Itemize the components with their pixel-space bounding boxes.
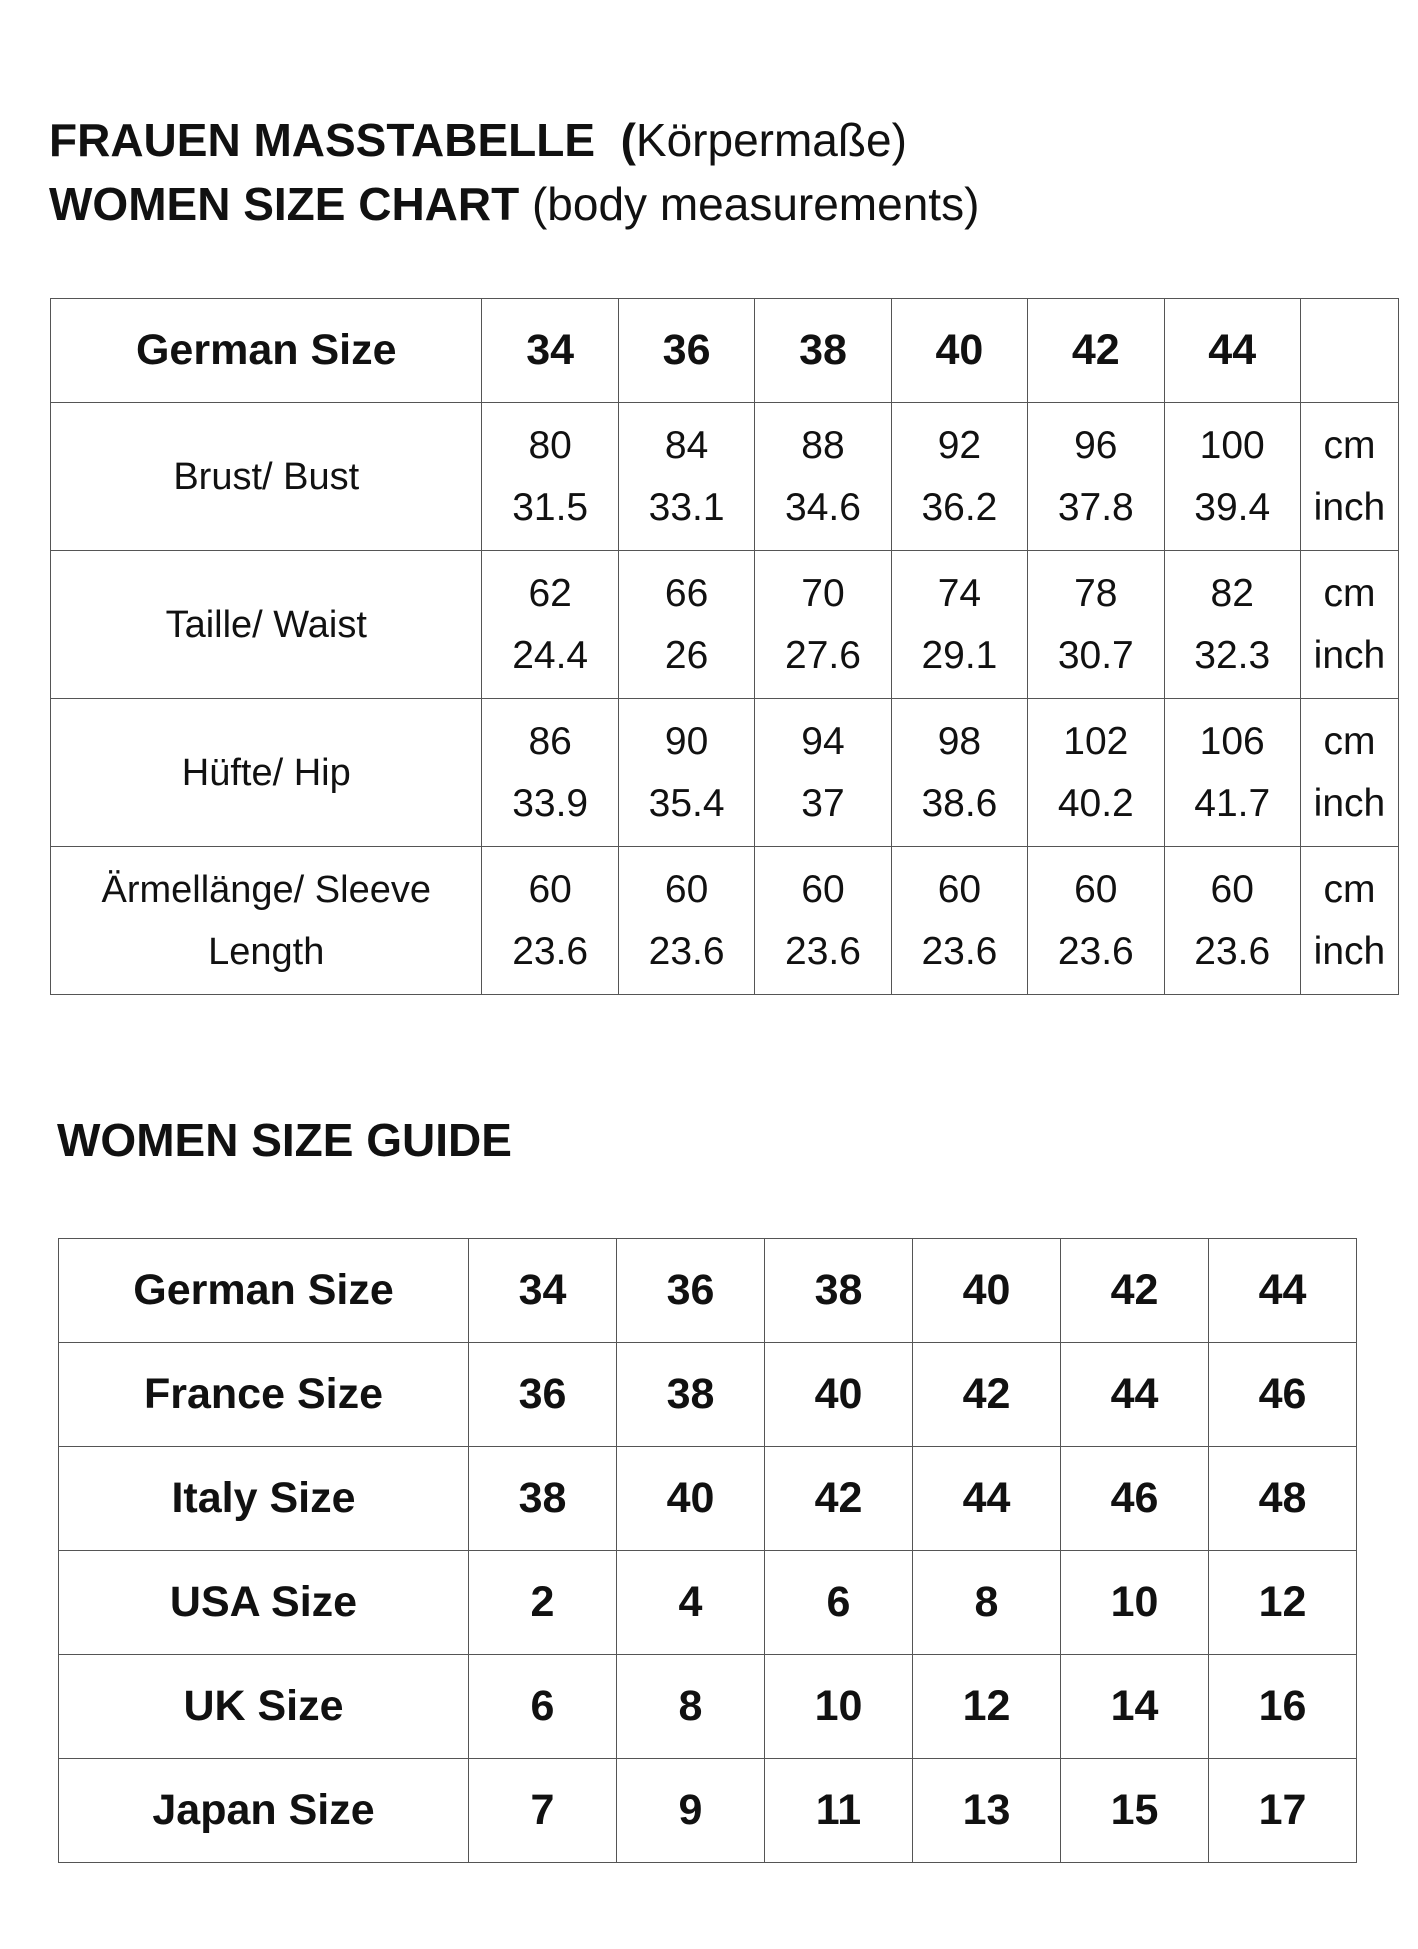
measure-cell-cm: 62 (528, 571, 572, 615)
measure-cell-cm: 60 (937, 867, 982, 911)
guide-cell: 44 (1209, 1239, 1357, 1343)
measure-cell (1028, 699, 1164, 847)
guide-cell: 16 (1209, 1655, 1357, 1759)
measure-cell-inch: 40.2 (1057, 781, 1134, 825)
measure-cell-cm: 106 (1199, 719, 1265, 763)
measure-cell-inch: 24.4 (512, 633, 589, 677)
measure-row (51, 403, 1399, 551)
measure-unit-label: cm (1323, 571, 1376, 615)
measure-cell-cm: 60 (1210, 867, 1254, 911)
measure-cell-inch: 33.9 (512, 781, 589, 825)
measure-cell (755, 551, 891, 699)
title-german-paren: ( (620, 114, 636, 166)
measure-cell-inch: 38.6 (921, 781, 998, 825)
guide-cell: 10 (1061, 1551, 1209, 1655)
guide-cell: 36 (617, 1239, 765, 1343)
measure-unit-cell (1300, 847, 1398, 995)
guide-cell: 36 (469, 1343, 617, 1447)
measure-row-label (51, 847, 482, 995)
measure-cell-inch: 23.6 (785, 929, 861, 973)
measure-cell-cm: 70 (801, 571, 845, 615)
measure-cell-inch: 23.6 (1057, 929, 1134, 973)
measure-row-label-line: Length (208, 930, 325, 973)
measure-cell-cm: 78 (1074, 571, 1118, 615)
measure-cell (755, 847, 891, 995)
measure-cell-cm: 102 (1063, 719, 1129, 763)
guide-cell: 40 (617, 1447, 765, 1551)
guide-cell: 34 (469, 1239, 617, 1343)
title-german (49, 112, 907, 168)
guide-cell: 42 (1061, 1239, 1209, 1343)
measure-cell-inch: 31.5 (512, 485, 589, 529)
measure-cell-inch: 23.6 (512, 929, 589, 973)
measure-size-38: 38 (755, 299, 891, 403)
measure-cell-inch: 37.8 (1057, 485, 1134, 529)
measure-cell-inch: 39.4 (1194, 485, 1271, 529)
guide-cell: 2 (469, 1551, 617, 1655)
measure-cell-cm: 86 (528, 719, 572, 763)
measure-cell-cm: 90 (664, 719, 709, 763)
measure-cell-cm: 66 (664, 571, 709, 615)
measure-cell-inch: 27.6 (785, 633, 861, 677)
measure-cell (482, 699, 618, 847)
measure-unit-label: inch (1313, 485, 1386, 529)
measure-cell (1028, 551, 1164, 699)
title-english-bold: WOMEN SIZE CHART (49, 178, 520, 230)
measure-cell (1028, 403, 1164, 551)
guide-cell: 4 (617, 1551, 765, 1655)
guide-cell: 14 (1061, 1655, 1209, 1759)
guide-row (59, 1551, 1357, 1655)
guide-row-label: USA Size (59, 1551, 469, 1655)
measure-cell-inch: 32.3 (1194, 633, 1271, 677)
measure-unit-cell (1300, 551, 1398, 699)
measure-cell-cm: 60 (664, 867, 709, 911)
guide-cell: 40 (765, 1343, 913, 1447)
guide-cell: 42 (913, 1343, 1061, 1447)
guide-cell: 9 (617, 1759, 765, 1863)
guide-cell: 8 (617, 1655, 765, 1759)
measure-cell-inch: 41.7 (1194, 781, 1271, 825)
guide-cell: 13 (913, 1759, 1061, 1863)
title-english-normal: (body measurements) (531, 178, 980, 230)
measure-unit-cell (1300, 403, 1398, 551)
measure-cell (891, 699, 1027, 847)
title-german-normal: Körpermaße) (635, 114, 907, 166)
measure-cell-cm: 94 (801, 719, 845, 763)
measure-cell-inch: 26 (664, 633, 709, 677)
guide-cell: 42 (765, 1447, 913, 1551)
measure-cell-cm: 80 (528, 423, 572, 467)
measure-cell (482, 551, 618, 699)
measure-row-label-line: Hüfte/ Hip (181, 751, 351, 794)
guide-cell: 15 (1061, 1759, 1209, 1863)
guide-row (59, 1343, 1357, 1447)
guide-row-label: UK Size (59, 1655, 469, 1759)
measure-cell-cm: 84 (664, 423, 709, 467)
measure-cell (1164, 699, 1300, 847)
guide-cell: 10 (765, 1655, 913, 1759)
guide-cell: 44 (913, 1447, 1061, 1551)
measure-cell-inch: 33.1 (648, 485, 725, 529)
guide-cell: 48 (1209, 1447, 1357, 1551)
measure-cell (618, 847, 754, 995)
measure-cell-cm: 82 (1210, 571, 1254, 615)
guide-row-label: Italy Size (59, 1447, 469, 1551)
guide-cell: 6 (765, 1551, 913, 1655)
guide-row-label: France Size (59, 1343, 469, 1447)
measure-row-label-line: Ärmellänge/ Sleeve (101, 868, 431, 911)
measure-unit-cell (1300, 699, 1398, 847)
measure-row (51, 699, 1399, 847)
guide-row (59, 1759, 1357, 1863)
guide-cell: 46 (1209, 1343, 1357, 1447)
measure-unit-label: inch (1313, 929, 1386, 973)
measure-cell-cm: 96 (1074, 423, 1118, 467)
measure-cell (755, 699, 891, 847)
measure-row-label (51, 699, 482, 847)
title-english (49, 176, 979, 232)
measure-size-36: 36 (618, 299, 754, 403)
measure-row-label (51, 551, 482, 699)
measure-size-40: 40 (891, 299, 1027, 403)
measure-cell-inch: 30.7 (1057, 633, 1134, 677)
measure-size-42: 42 (1028, 299, 1164, 403)
measure-cell-inch: 29.1 (921, 633, 998, 677)
guide-cell: 12 (913, 1655, 1061, 1759)
guide-cell: 38 (469, 1447, 617, 1551)
measure-cell (891, 551, 1027, 699)
measure-row (51, 847, 1399, 995)
measure-unit-label: cm (1323, 423, 1376, 467)
guide-row (59, 1655, 1357, 1759)
measure-cell-inch: 23.6 (648, 929, 725, 973)
measure-row-label (51, 403, 482, 551)
measure-cell (891, 847, 1027, 995)
guide-cell: 7 (469, 1759, 617, 1863)
measure-row-label-line: Brust/ Bust (173, 455, 360, 498)
measure-row (51, 551, 1399, 699)
guide-cell: 17 (1209, 1759, 1357, 1863)
measure-header-row (51, 299, 1399, 403)
measure-cell-cm: 60 (1074, 867, 1118, 911)
measure-cell (482, 403, 618, 551)
size-guide-table (58, 1238, 1357, 1863)
measure-unit-label: cm (1323, 867, 1376, 911)
measure-cell-cm: 98 (937, 719, 982, 763)
measure-row-label-line: Taille/ Waist (165, 603, 367, 646)
measure-cell-cm: 92 (937, 423, 982, 467)
measure-cell-inch: 37 (801, 781, 845, 825)
measure-cell (1164, 847, 1300, 995)
measure-cell-inch: 23.6 (921, 929, 998, 973)
guide-cell: 38 (617, 1343, 765, 1447)
size-guide-title: WOMEN SIZE GUIDE (57, 1114, 512, 1166)
measure-cell (1164, 403, 1300, 551)
measure-cell (482, 847, 618, 995)
measure-unit-label: inch (1313, 633, 1386, 677)
measure-cell-cm: 100 (1199, 423, 1265, 467)
measure-cell-inch: 35.4 (648, 781, 725, 825)
measure-size-34: 34 (482, 299, 618, 403)
measure-header-label: German Size (51, 299, 482, 403)
measure-cell (618, 403, 754, 551)
measure-cell-cm: 88 (801, 423, 845, 467)
measure-cell (1028, 847, 1164, 995)
guide-row (59, 1447, 1357, 1551)
guide-cell: 44 (1061, 1343, 1209, 1447)
guide-row (59, 1239, 1357, 1343)
measure-cell (618, 551, 754, 699)
measure-cell (618, 699, 754, 847)
measure-cell-cm: 60 (801, 867, 845, 911)
guide-cell: 46 (1061, 1447, 1209, 1551)
body-measurement-table (50, 298, 1399, 995)
guide-row-label: Japan Size (59, 1759, 469, 1863)
measure-cell (891, 403, 1027, 551)
measure-cell-cm: 60 (528, 867, 572, 911)
measure-unit-header (1300, 299, 1398, 403)
measure-cell-cm: 74 (937, 571, 982, 615)
measure-unit-label: inch (1313, 781, 1386, 825)
guide-row-label: German Size (59, 1239, 469, 1343)
guide-cell: 11 (765, 1759, 913, 1863)
guide-cell: 12 (1209, 1551, 1357, 1655)
guide-cell: 40 (913, 1239, 1061, 1343)
title-german-bold: FRAUEN MASSTABELLE (49, 114, 596, 166)
measure-cell-inch: 34.6 (785, 485, 861, 529)
guide-cell: 38 (765, 1239, 913, 1343)
measure-cell (755, 403, 891, 551)
measure-unit-label: cm (1323, 719, 1376, 763)
measure-cell (1164, 551, 1300, 699)
measure-cell-inch: 23.6 (1194, 929, 1271, 973)
guide-cell: 6 (469, 1655, 617, 1759)
guide-cell: 8 (913, 1551, 1061, 1655)
measure-cell-inch: 36.2 (921, 485, 998, 529)
measure-size-44: 44 (1164, 299, 1300, 403)
